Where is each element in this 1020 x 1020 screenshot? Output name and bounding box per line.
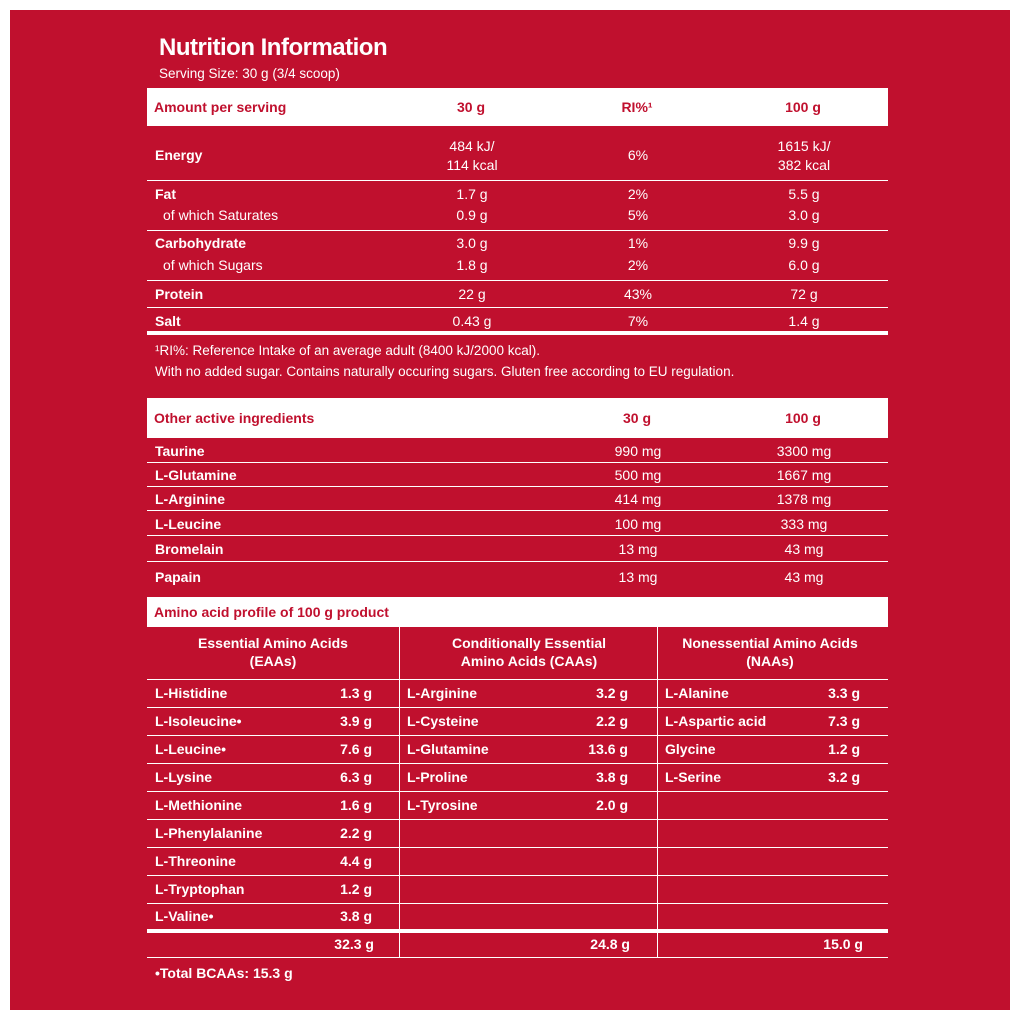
eaa-name: L-Histidine bbox=[155, 685, 228, 701]
caa-value: 2.2 g bbox=[596, 713, 628, 729]
arginine-100g: 1378 mg bbox=[776, 491, 832, 507]
taurine-100g: 3300 mg bbox=[776, 443, 832, 459]
glutamine-30g: 500 mg bbox=[614, 467, 662, 483]
protein-100g: 72 g bbox=[790, 286, 818, 302]
salt-ri: 7% bbox=[627, 313, 649, 329]
header-30g: 30 g bbox=[456, 99, 486, 115]
divider bbox=[147, 957, 888, 958]
column-divider bbox=[657, 627, 658, 957]
saturates-ri: 5% bbox=[627, 207, 649, 223]
leucine-100g: 333 mg bbox=[780, 516, 828, 532]
caa-name: L-Glutamine bbox=[407, 741, 489, 757]
eaa-name: L-Tryptophan bbox=[155, 881, 245, 897]
caa-value: 2.0 g bbox=[596, 797, 628, 813]
sugars-100g: 6.0 g bbox=[788, 257, 820, 273]
eaa-name: L-Valine• bbox=[155, 908, 214, 924]
papain-100g: 43 mg bbox=[784, 569, 824, 585]
naa-name: L-Aspartic acid bbox=[665, 713, 767, 729]
protein-label: Protein bbox=[155, 286, 204, 302]
energy-ri: 6% bbox=[627, 147, 649, 163]
header-amount: Amount per serving bbox=[154, 99, 287, 115]
nutrition-header bbox=[147, 88, 888, 126]
caa-heading-abbr: Amino Acids (CAAs) bbox=[460, 653, 598, 669]
header-ri: RI%¹ bbox=[621, 99, 653, 115]
divider bbox=[147, 561, 888, 562]
page-title: Nutrition Information bbox=[159, 34, 388, 61]
papain-label: Papain bbox=[155, 569, 201, 585]
divider bbox=[147, 735, 888, 736]
naa-heading: Nonessential Amino Acids bbox=[682, 635, 858, 651]
header-amino-profile: Amino acid profile of 100 g product bbox=[154, 604, 389, 620]
eaa-total: 32.3 g bbox=[334, 936, 374, 952]
naa-value: 7.3 g bbox=[828, 713, 860, 729]
divider bbox=[147, 462, 888, 463]
totals-rule bbox=[147, 929, 888, 933]
eaa-name: L-Isoleucine• bbox=[155, 713, 242, 729]
leucine-label: L-Leucine bbox=[155, 516, 222, 532]
saturates-100g: 3.0 g bbox=[788, 207, 820, 223]
fat-100g: 5.5 g bbox=[788, 186, 820, 202]
divider bbox=[147, 707, 888, 708]
eaa-value: 6.3 g bbox=[340, 769, 372, 785]
divider bbox=[147, 535, 888, 536]
ri-footnote: ¹RI%: Reference Intake of an average adult (8400 kJ/2000 kcal). bbox=[155, 343, 540, 358]
eaa-value: 1.6 g bbox=[340, 797, 372, 813]
header-active-ingredients: Other active ingredients bbox=[154, 410, 315, 426]
divider bbox=[147, 307, 888, 308]
divider bbox=[147, 903, 888, 904]
sugar-footnote: With no added sugar. Contains naturally occuring sugars. Gluten free according to EU regulation. bbox=[155, 364, 735, 379]
eaa-value: 1.3 g bbox=[340, 685, 372, 701]
saturates-30g: 0.9 g bbox=[456, 207, 488, 223]
glutamine-label: L-Glutamine bbox=[155, 467, 237, 483]
eaa-heading-abbr: (EAAs) bbox=[249, 653, 297, 669]
papain-30g: 13 mg bbox=[618, 569, 658, 585]
taurine-label: Taurine bbox=[155, 443, 205, 459]
leucine-30g: 100 mg bbox=[614, 516, 662, 532]
carbohydrate-ri: 1% bbox=[627, 235, 649, 251]
nutrition-panel bbox=[10, 10, 1010, 1010]
fat-label: Fat bbox=[155, 186, 176, 202]
eaa-name: L-Lysine bbox=[155, 769, 213, 785]
eaa-name: L-Phenylalanine bbox=[155, 825, 263, 841]
bromelain-30g: 13 mg bbox=[618, 541, 658, 557]
salt-label: Salt bbox=[155, 313, 181, 329]
eaa-value: 4.4 g bbox=[340, 853, 372, 869]
header-active-30g: 30 g bbox=[622, 410, 652, 426]
fat-30g: 1.7 g bbox=[456, 186, 488, 202]
naa-value: 3.2 g bbox=[828, 769, 860, 785]
energy-label: Energy bbox=[155, 147, 203, 163]
eaa-heading: Essential Amino Acids bbox=[198, 635, 348, 651]
caa-value: 3.8 g bbox=[596, 769, 628, 785]
serving-size: Serving Size: 30 g (3/4 scoop) bbox=[159, 66, 340, 81]
bcaa-note: •Total BCAAs: 15.3 g bbox=[155, 965, 293, 981]
eaa-value: 2.2 g bbox=[340, 825, 372, 841]
amino-profile-header bbox=[147, 597, 888, 627]
divider bbox=[147, 180, 888, 181]
fat-ri: 2% bbox=[627, 186, 649, 202]
caa-name: L-Cysteine bbox=[407, 713, 479, 729]
energy-100g-kcal: 382 kcal bbox=[777, 157, 831, 173]
divider bbox=[147, 791, 888, 792]
sugars-ri: 2% bbox=[627, 257, 649, 273]
protein-30g: 22 g bbox=[458, 286, 486, 302]
energy-100g-kj: 1615 kJ/ bbox=[777, 138, 831, 154]
salt-100g: 1.4 g bbox=[788, 313, 820, 329]
divider bbox=[147, 280, 888, 281]
eaa-value: 7.6 g bbox=[340, 741, 372, 757]
eaa-name: L-Leucine• bbox=[155, 741, 227, 757]
eaa-name: L-Threonine bbox=[155, 853, 236, 869]
naa-name: Glycine bbox=[665, 741, 716, 757]
bromelain-label: Bromelain bbox=[155, 541, 224, 557]
caa-heading: Conditionally Essential bbox=[451, 635, 607, 651]
glutamine-100g: 1667 mg bbox=[776, 467, 832, 483]
arginine-30g: 414 mg bbox=[614, 491, 662, 507]
naa-value: 1.2 g bbox=[828, 741, 860, 757]
caa-name: L-Arginine bbox=[407, 685, 477, 701]
taurine-30g: 990 mg bbox=[614, 443, 662, 459]
naa-value: 3.3 g bbox=[828, 685, 860, 701]
carbohydrate-100g: 9.9 g bbox=[788, 235, 820, 251]
sugars-30g: 1.8 g bbox=[456, 257, 488, 273]
caa-value: 13.6 g bbox=[588, 741, 628, 757]
divider bbox=[147, 875, 888, 876]
eaa-value: 3.9 g bbox=[340, 713, 372, 729]
divider bbox=[147, 486, 888, 487]
caa-name: L-Tyrosine bbox=[407, 797, 478, 813]
naa-total: 15.0 g bbox=[823, 936, 863, 952]
caa-name: L-Proline bbox=[407, 769, 468, 785]
arginine-label: L-Arginine bbox=[155, 491, 225, 507]
divider bbox=[147, 510, 888, 511]
carbohydrate-30g: 3.0 g bbox=[456, 235, 488, 251]
caa-value: 3.2 g bbox=[596, 685, 628, 701]
header-active-100g: 100 g bbox=[785, 410, 821, 426]
naa-name: L-Alanine bbox=[665, 685, 729, 701]
eaa-value: 1.2 g bbox=[340, 881, 372, 897]
divider bbox=[147, 819, 888, 820]
protein-ri: 43% bbox=[623, 286, 653, 302]
carbohydrate-label: Carbohydrate bbox=[155, 235, 247, 251]
active-ingredients-header bbox=[147, 398, 888, 438]
divider bbox=[147, 230, 888, 231]
bromelain-100g: 43 mg bbox=[784, 541, 824, 557]
divider bbox=[147, 847, 888, 848]
divider bbox=[147, 763, 888, 764]
divider bbox=[147, 679, 888, 680]
saturates-label: of which Saturates bbox=[163, 207, 279, 223]
header-100g: 100 g bbox=[785, 99, 821, 115]
eaa-value: 3.8 g bbox=[340, 908, 372, 924]
sugars-label: of which Sugars bbox=[163, 257, 263, 273]
table-bottom-rule bbox=[147, 331, 888, 335]
eaa-name: L-Methionine bbox=[155, 797, 243, 813]
salt-30g: 0.43 g bbox=[452, 313, 492, 329]
column-divider bbox=[399, 627, 400, 957]
naa-name: L-Serine bbox=[665, 769, 722, 785]
caa-total: 24.8 g bbox=[590, 936, 630, 952]
energy-30g-kcal: 114 kcal bbox=[446, 157, 498, 173]
energy-30g-kj: 484 kJ/ bbox=[449, 138, 495, 154]
naa-heading-abbr: (NAAs) bbox=[746, 653, 794, 669]
